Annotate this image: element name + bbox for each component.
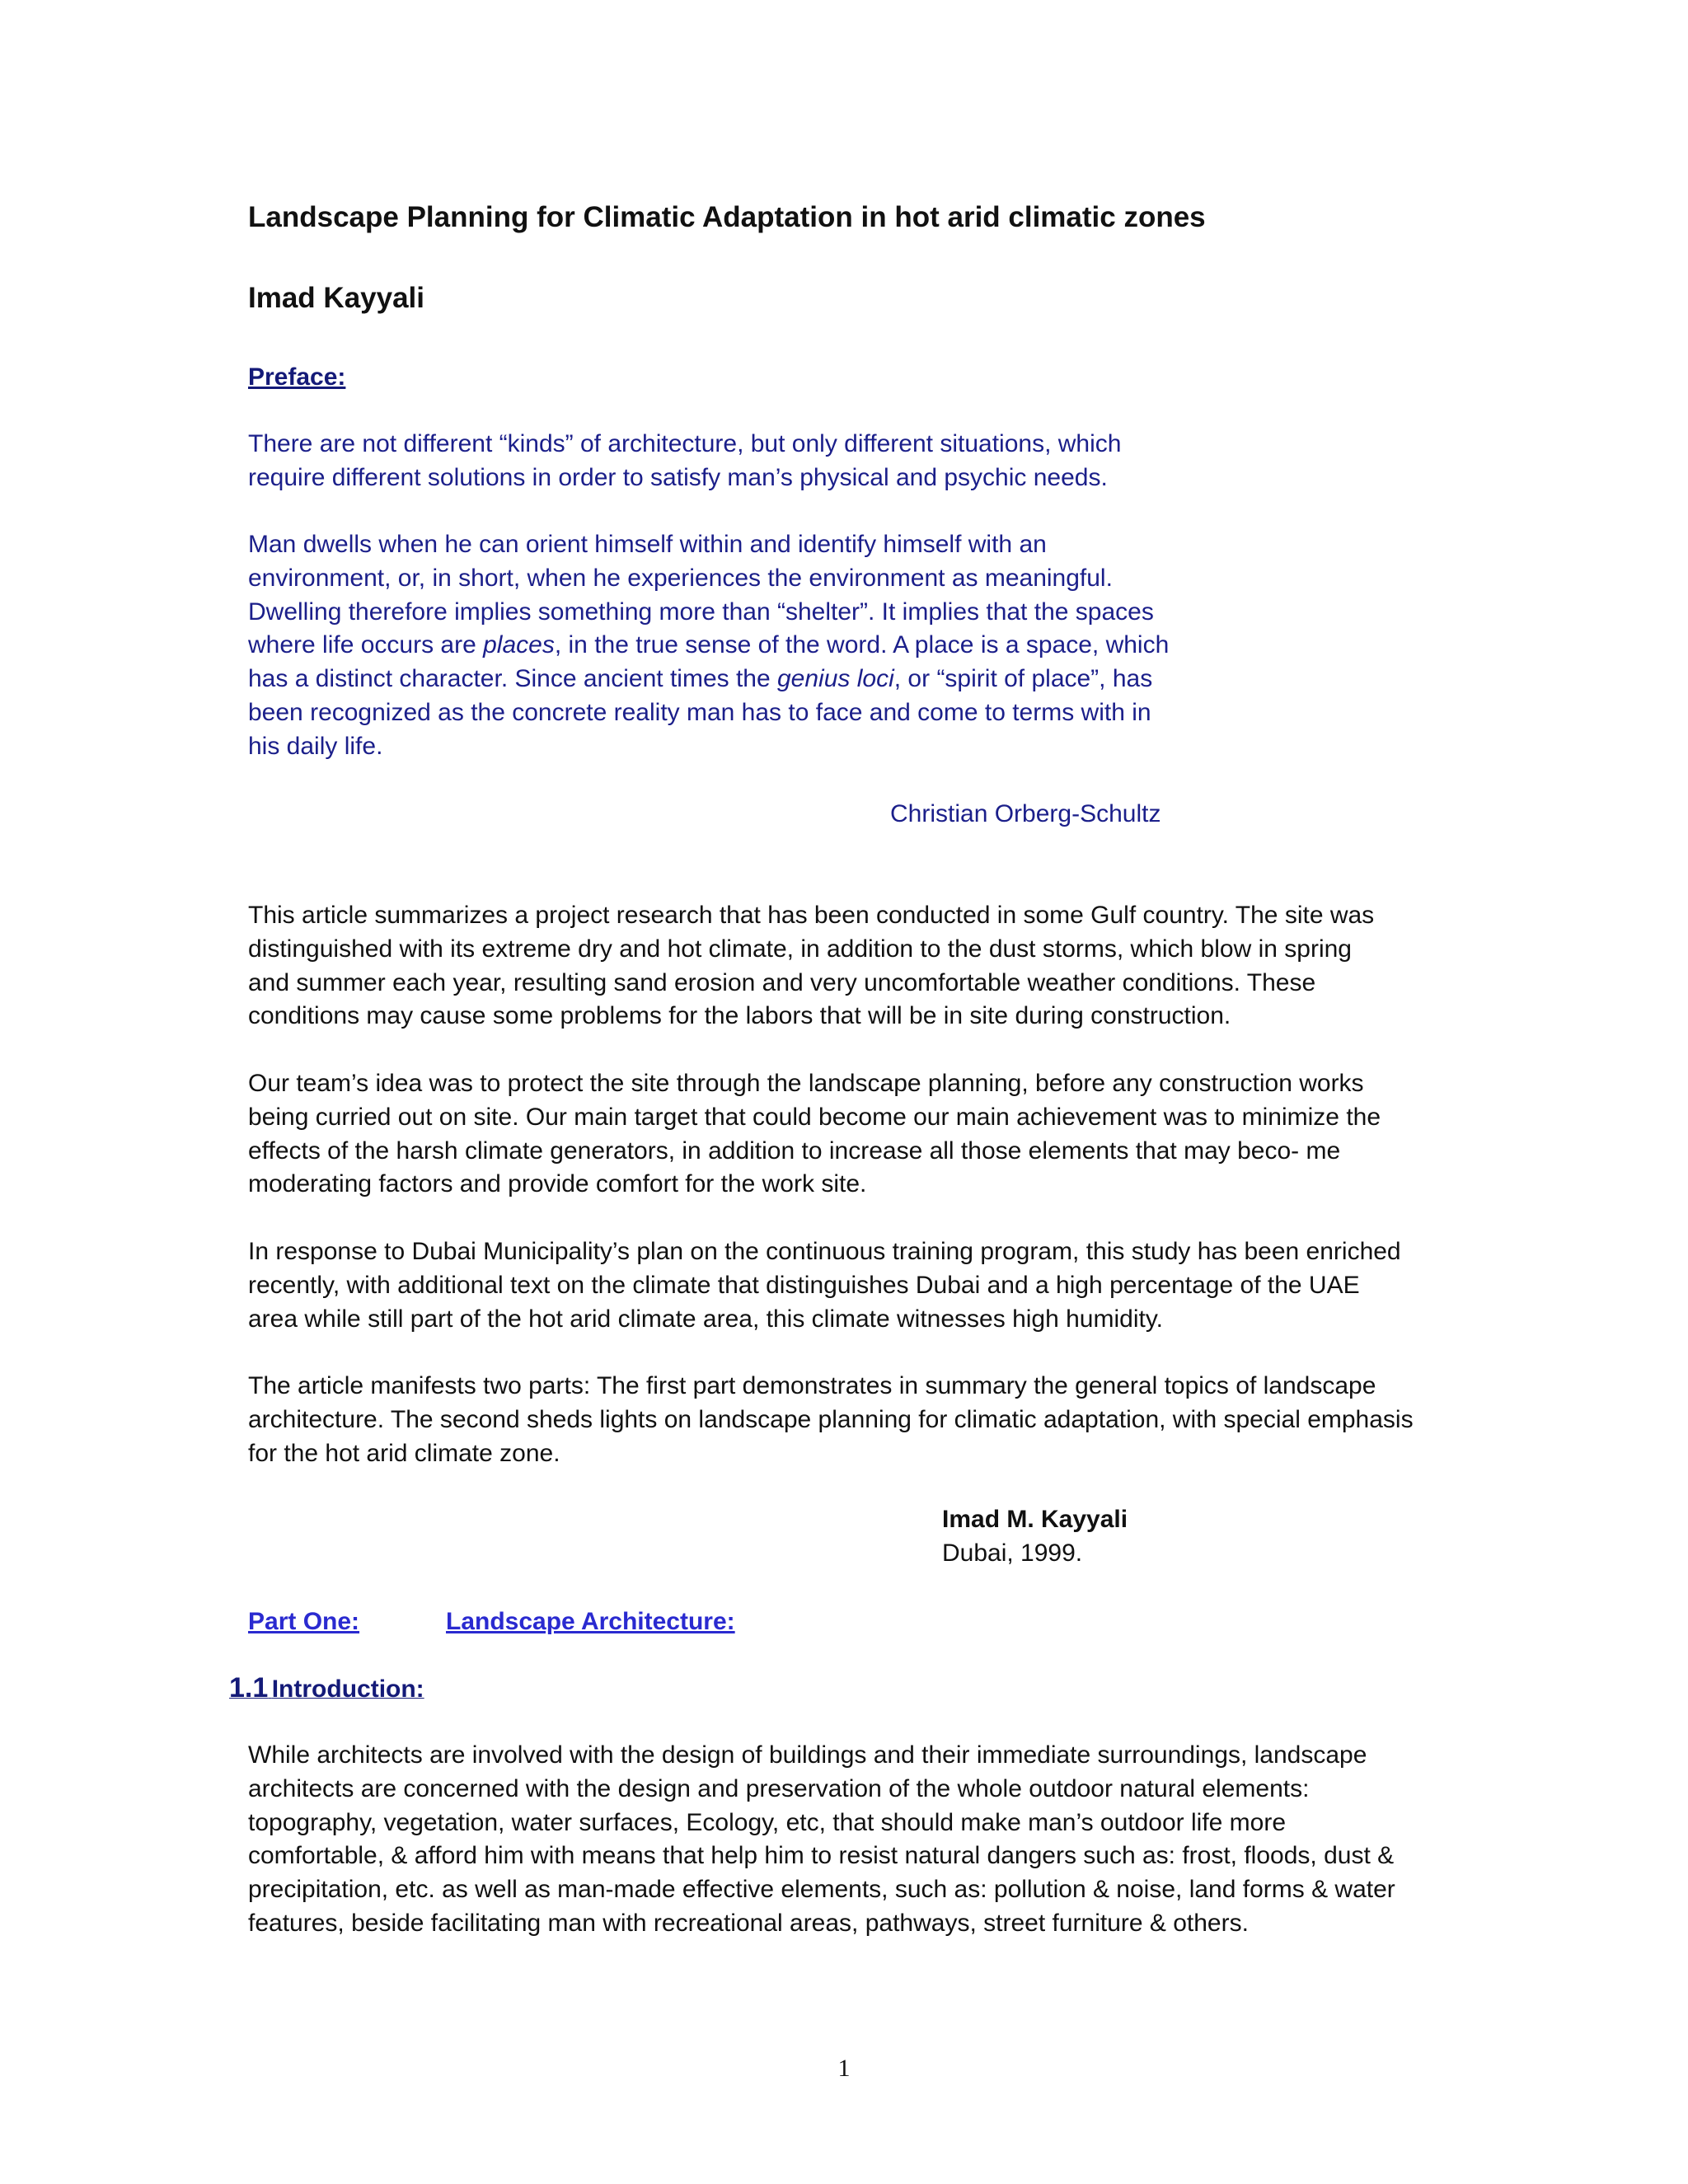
body-line: distinguished with its extreme dry and hot climate, in addition to the dust storms, which blow in spring bbox=[248, 935, 1352, 963]
section-number: 1.1 bbox=[229, 1672, 269, 1704]
section-title: Introduction: bbox=[271, 1675, 424, 1703]
summary-paragraph-2 bbox=[248, 1067, 1451, 1202]
quote-line bbox=[248, 629, 1237, 663]
introduction-paragraph bbox=[248, 1739, 1451, 1941]
quote-line: There are not different “kinds” of architecture, but only different situations, which bbox=[248, 430, 1122, 457]
body-line: conditions may cause some problems for the labors that will be in site during construction. bbox=[248, 1002, 1231, 1030]
quote-attribution: Christian Orberg-Schultz bbox=[890, 800, 1161, 827]
signoff-name: Imad M. Kayyali bbox=[942, 1506, 1128, 1533]
quote-emphasis-places: places bbox=[483, 631, 555, 659]
quote-line bbox=[248, 663, 1237, 696]
signoff bbox=[942, 1503, 1128, 1571]
body-line: Our team’s idea was to protect the site through the landscape planning, before any construction works bbox=[248, 1070, 1364, 1097]
preface-quote-paragraph-2 bbox=[248, 528, 1237, 764]
summary-paragraph-1 bbox=[248, 899, 1451, 1033]
summary-paragraph-3 bbox=[248, 1235, 1451, 1336]
body-line: and summer each year, resulting sand erosion and very uncomfortable weather conditions. These bbox=[248, 968, 1316, 996]
section-heading-introduction bbox=[229, 1670, 424, 1712]
quote-emphasis-genius-loci: genius loci bbox=[777, 665, 894, 693]
quote-text: has a distinct character. Since ancient times the bbox=[248, 665, 777, 693]
part-one-title: Landscape Architecture: bbox=[446, 1608, 735, 1635]
summary-paragraph-4 bbox=[248, 1370, 1451, 1470]
document-title: Landscape Planning for Climatic Adaptation in hot arid climatic zones bbox=[248, 201, 1206, 233]
part-one-label: Part One: bbox=[248, 1608, 360, 1635]
author-name: Imad Kayyali bbox=[248, 282, 424, 314]
quote-line: his daily life. bbox=[248, 732, 383, 760]
signoff-place-date: Dubai, 1999. bbox=[942, 1539, 1083, 1567]
body-line: In response to Dubai Municipality’s plan on the continuous training program, this study has been enriched bbox=[248, 1238, 1401, 1265]
quote-line: Dwelling therefore implies something more than “shelter”. It implies that the spaces bbox=[248, 598, 1154, 626]
preface-heading: Preface: bbox=[248, 363, 346, 391]
body-line: The article manifests two parts: The first part demonstrates in summary the general topics of landscape bbox=[248, 1372, 1376, 1399]
body-line: architects are concerned with the design and preservation of the whole outdoor natural elements: bbox=[248, 1774, 1310, 1802]
quote-text: where life occurs are bbox=[248, 631, 484, 659]
body-line: This article summarizes a project research that has been conducted in some Gulf country. The site was bbox=[248, 902, 1375, 929]
body-line: effects of the harsh climate generators, in addition to increase all those elements that may beco- me bbox=[248, 1137, 1341, 1165]
body-line: area while still part of the hot arid climate area, this climate witnesses high humidity. bbox=[248, 1305, 1163, 1333]
body-line: topography, vegetation, water surfaces, Ecology, etc, that should make man’s outdoor life more bbox=[248, 1808, 1287, 1836]
body-line: While architects are involved with the design of buildings and their immediate surroundings, landscape bbox=[248, 1741, 1367, 1769]
body-line: being curried out on site. Our main target that could become our main achievement was to minimize the bbox=[248, 1103, 1381, 1131]
preface-quote-paragraph-1 bbox=[248, 428, 1237, 495]
body-line: features, beside facilitating man with recreational areas, pathways, street furniture & others. bbox=[248, 1909, 1249, 1937]
body-line: precipitation, etc. as well as man-made effective elements, such as: pollution & noise, land forms & water bbox=[248, 1876, 1395, 1904]
body-line: recently, with additional text on the climate that distinguishes Dubai and a high percentage of the UAE bbox=[248, 1271, 1360, 1299]
body-line: architecture. The second sheds lights on landscape planning for climatic adaptation, with special emphasis bbox=[248, 1405, 1414, 1433]
body-line: comfortable, & afford him with means that help him to resist natural dangers such as: frost, floods, dust & bbox=[248, 1842, 1395, 1870]
body-line: for the hot arid climate zone. bbox=[248, 1439, 560, 1467]
quote-line: require different solutions in order to satisfy man’s physical and psychic needs. bbox=[248, 463, 1108, 491]
quote-line: been recognized as the concrete reality man has to face and come to terms with in bbox=[248, 698, 1151, 726]
quote-text: , or “spirit of place”, has bbox=[893, 665, 1153, 693]
quote-line: Man dwells when he can orient himself within and identify himself with an bbox=[248, 531, 1047, 558]
body-line: moderating factors and provide comfort for the work site. bbox=[248, 1170, 867, 1198]
page-number: 1 bbox=[837, 2055, 851, 2082]
quote-line: environment, or, in short, when he experiences the environment as meaningful. bbox=[248, 564, 1113, 592]
quote-text: , in the true sense of the word. A place is a space, which bbox=[554, 631, 1170, 659]
